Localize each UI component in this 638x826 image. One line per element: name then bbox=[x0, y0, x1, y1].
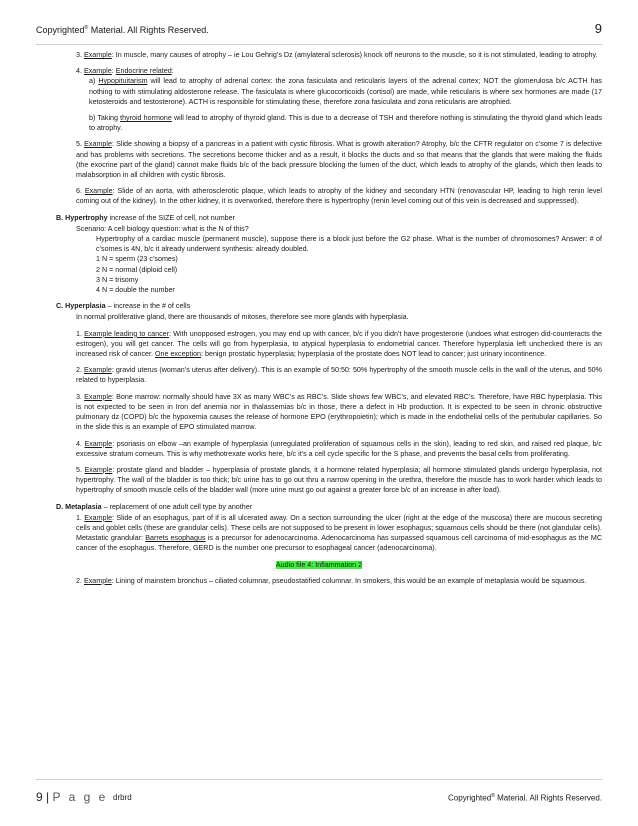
section-metaplasia-heading: D. Metaplasia – replacement of one adult cell type by another bbox=[56, 502, 253, 511]
section-hyperplasia-heading: C. Hyperplasia – increase in the # of cells bbox=[56, 302, 191, 311]
example-label: Example bbox=[84, 439, 113, 448]
atrophy-example-5: 5. Example: Slide showing a biopsy of a pancreas in a patient with cystic fibrosis. What is growth alteration? Atrophy, b/c the CFTR regulator on c’some 7 is defective and has problems with secretions. The secretions become thicker and as a result, it blocks the ducts and so that means that the glands that were making the fluids (the exocrine part of the gland) cannot make fluids b/c of the back pressure blocking the lumen of the duct, which leads to atrophy of the glands, which then leads to malabsorption in all children with cystic fibrosis. bbox=[76, 140, 602, 180]
hypertrophy-scenario: Scenario: A cell biology question: what is the N of this? bbox=[76, 224, 249, 233]
example-label: Example bbox=[84, 465, 113, 474]
audio-file-marker bbox=[36, 560, 602, 570]
footer-copyright: Copyrighted® Material. All Rights Reserved. bbox=[448, 793, 602, 803]
section-title: Hypertrophy bbox=[65, 213, 108, 222]
page-footer bbox=[36, 790, 602, 810]
atrophy-example-4: 4. Example: Endocrine related: bbox=[76, 67, 174, 76]
ploidy-list-item: 4 N = double the number bbox=[96, 286, 175, 295]
example-label: Example bbox=[84, 140, 112, 149]
document-body bbox=[36, 50, 602, 592]
hyperplasia-example-2: 2. Example: gravid uterus (woman’s uterus after delivery). This is an example of 50:50: 50% hypertrophy of the smooth muscle cells in the wall of the uterus, and 50% related to hyperplasia. bbox=[76, 366, 602, 385]
ploidy-list-item: 3 N = trisomy bbox=[96, 275, 139, 284]
header-divider bbox=[36, 44, 602, 45]
exception-label: One exception bbox=[154, 350, 202, 359]
hypertrophy-question: Hypertrophy of a cardiac muscle (permanent muscle), suppose there is a block just before the G2 phase. What is the number of chromosomes? Answer: # of c’somes is 4N, b/c it already underwent synthesis: already doubled. bbox=[96, 235, 602, 254]
registered-mark: ® bbox=[84, 25, 89, 31]
hyperplasia-example-1: 1. Example leading to cancer: With unopposed estrogen, you may end up with cancer, b/c if you didn’t have progesterone (undoes what estrogen did-counteracts the estrogen), you will get cancer. The cells will go from hyperplasia, to atypical hyperplasia to endometrial cancer. Therefore hyperplasia left unchecked there is an increased risk of cancer. One exception: benign prostatic hyperplasia; hyperplasia of the prostate does NOT lead to cancer; just urinary incontinence. bbox=[76, 329, 602, 359]
example-label: Example bbox=[84, 513, 113, 522]
term-label: thyroid hormone bbox=[120, 114, 172, 123]
atrophy-example-4b: b) Taking thyroid hormone will lead to atrophy of thyroid gland. This is due to a decrease of TSH and therefore nothing is stimulating the thyroid gland which leads to atrophy. bbox=[89, 114, 602, 133]
page-label: P a g e bbox=[52, 790, 108, 804]
header-page-number: 9 bbox=[594, 21, 602, 36]
footer-page-number: 9 | P a g e bbox=[36, 790, 108, 804]
section-title: Metaplasia bbox=[65, 502, 102, 511]
ploidy-list-item: 1 N = sperm (23 c’somes) bbox=[96, 255, 178, 264]
registered-mark: ® bbox=[491, 793, 495, 799]
metaplasia-example-2: 2. Example: Lining of mainstem bronchus – ciliated columnar, pseudostatified columnar. In smokers, this would be an example of metaplasia would be squamous. bbox=[76, 576, 587, 585]
term-label: Hypopituitarism bbox=[98, 77, 148, 86]
audio-file-highlight: Audio file 4: Inflammation 2 bbox=[275, 560, 363, 569]
atrophy-example-3: 3. Example: In muscle, many causes of atrophy – ie Lou Gehrig’s Dz (amylateral sclerosis) knock off neurons to the muscle, so it is not stimulated, leading to atrophy. bbox=[76, 51, 598, 59]
example-label: Example bbox=[83, 576, 112, 585]
hyperplasia-example-4: 4. Example: psoriasis on elbow –an example of hyperplasia (unregulated proliferation of squamous cells in the skin), leading to red skin, and raised red plaque, b/c excessive stratum corneum. This is why methotrexate works here, b/c it’s a cell cycle specific for the S phase, and prevents the basal cells from proliferating. bbox=[76, 439, 602, 458]
section-hypertrophy-heading: B. Hypertrophy increase of the SIZE of cell, not number bbox=[56, 213, 235, 222]
hyperplasia-example-3: 3. Example: Bone marrow: normally should have 3X as many WBC’s as RBC’s. Slide shows few WBC’s, and elevated RBC’s. Therefore, have RBC hyperplasia. This is not expected to be seen in Iron def anemia nor in thalassemias b/c in those, there a defect in Hb production. It is expected to be seen in chronic obstructive pulmonary dz (COPD) b/c the hypoxemia causes the release of hormone EPO (erythropoietin); which is made in the endothelial cells of the peritubular capillaries. So in the slide this is an example of EPO stimulated marrow. bbox=[76, 392, 602, 432]
footer-author: drbrd bbox=[113, 793, 132, 802]
metaplasia-example-1: 1. Example: Slide of an esophagus, part of if is all ulcerated away. On a section surrounding the ulcer (right at the edge of the muscosa) there are mucous secreting cells and goblet cells (these are grandular cells). These cells are not supposed to be present in lower esophagus; squamous cells should be there (not glandular cells). Metastatic grandular: Barrets esophagus is a precursor for adenocarcinoma. Adenocarcinoma has surpassed squamous cell carcinoma of mid-esophagus as the MC cancer of the esophagus. Therefore, GERD is the number one precursor to esophageal cancer (adenocarcinoma). bbox=[76, 513, 602, 553]
copyright-word: Copyrighted bbox=[36, 25, 85, 35]
term-label: Barrets esophagus bbox=[145, 534, 206, 543]
example-label: Example bbox=[84, 366, 112, 375]
hyperplasia-example-5: 5. Example: prostate gland and bladder – hyperplasia of prostate glands, it a hormone related hyperplasia; all hormone stimulated glands undergo hyperplasia, not hypertrophy. The wall of the bladder is too thick; b/c urine has to go out thru a narrow opening in the urethra, therefore the muscle has to work harder which leads to hypertrophy of smooth muscle cells of the bladder wall (more urine must go out against a greater force b/c of an increase in after load). bbox=[76, 465, 602, 495]
page-header bbox=[36, 21, 602, 45]
ploidy-list-item: 2 N = normal (diploid cell) bbox=[96, 265, 178, 274]
section-title: Hyperplasia bbox=[65, 302, 106, 311]
example-label: Example bbox=[83, 67, 112, 76]
atrophy-example-6: 6. Example: Slide of an aorta, with atherosclerotic plaque, which leads to atrophy of the kidney and secondary HTN (renovascular HP, leading to high renin level coming out of the kidney). In the other kidney, it is overworked, therefore there is hypertrophy (renin level coming out of this vein is decreased and suppressed). bbox=[76, 187, 602, 206]
example-label: Example bbox=[84, 187, 113, 196]
topic-label: Endocrine related bbox=[115, 67, 172, 76]
copyright-rest: Material. All Rights Reserved. bbox=[88, 25, 209, 35]
example-label: Example bbox=[83, 51, 112, 59]
example-label: Example bbox=[84, 392, 112, 401]
example-label: Example leading to cancer bbox=[84, 329, 170, 338]
atrophy-example-4a: a) Hypopituitarism will lead to atrophy of adrenal cortex: the zona fasiculata and reticularis layers of the adrenal cortex; NOT the glomerulosa b/c ACTH has nothing to with stimulating aldosterone release. The fasiculata is where glucocorticoids (cortisol) are made, while reticularis is where sex hormones are made (17 ketosteroids and testosterone). ACTH is responsible for stimulating these, therefore zona fasiculata and zona reticularis are atrophied. bbox=[89, 77, 602, 106]
hyperplasia-intro: In normal proliferative gland, there are thousands of mitoses, therefore see more glands with hyperplasia. bbox=[76, 313, 409, 322]
header-copyright bbox=[36, 25, 209, 35]
footer-divider bbox=[36, 779, 602, 780]
